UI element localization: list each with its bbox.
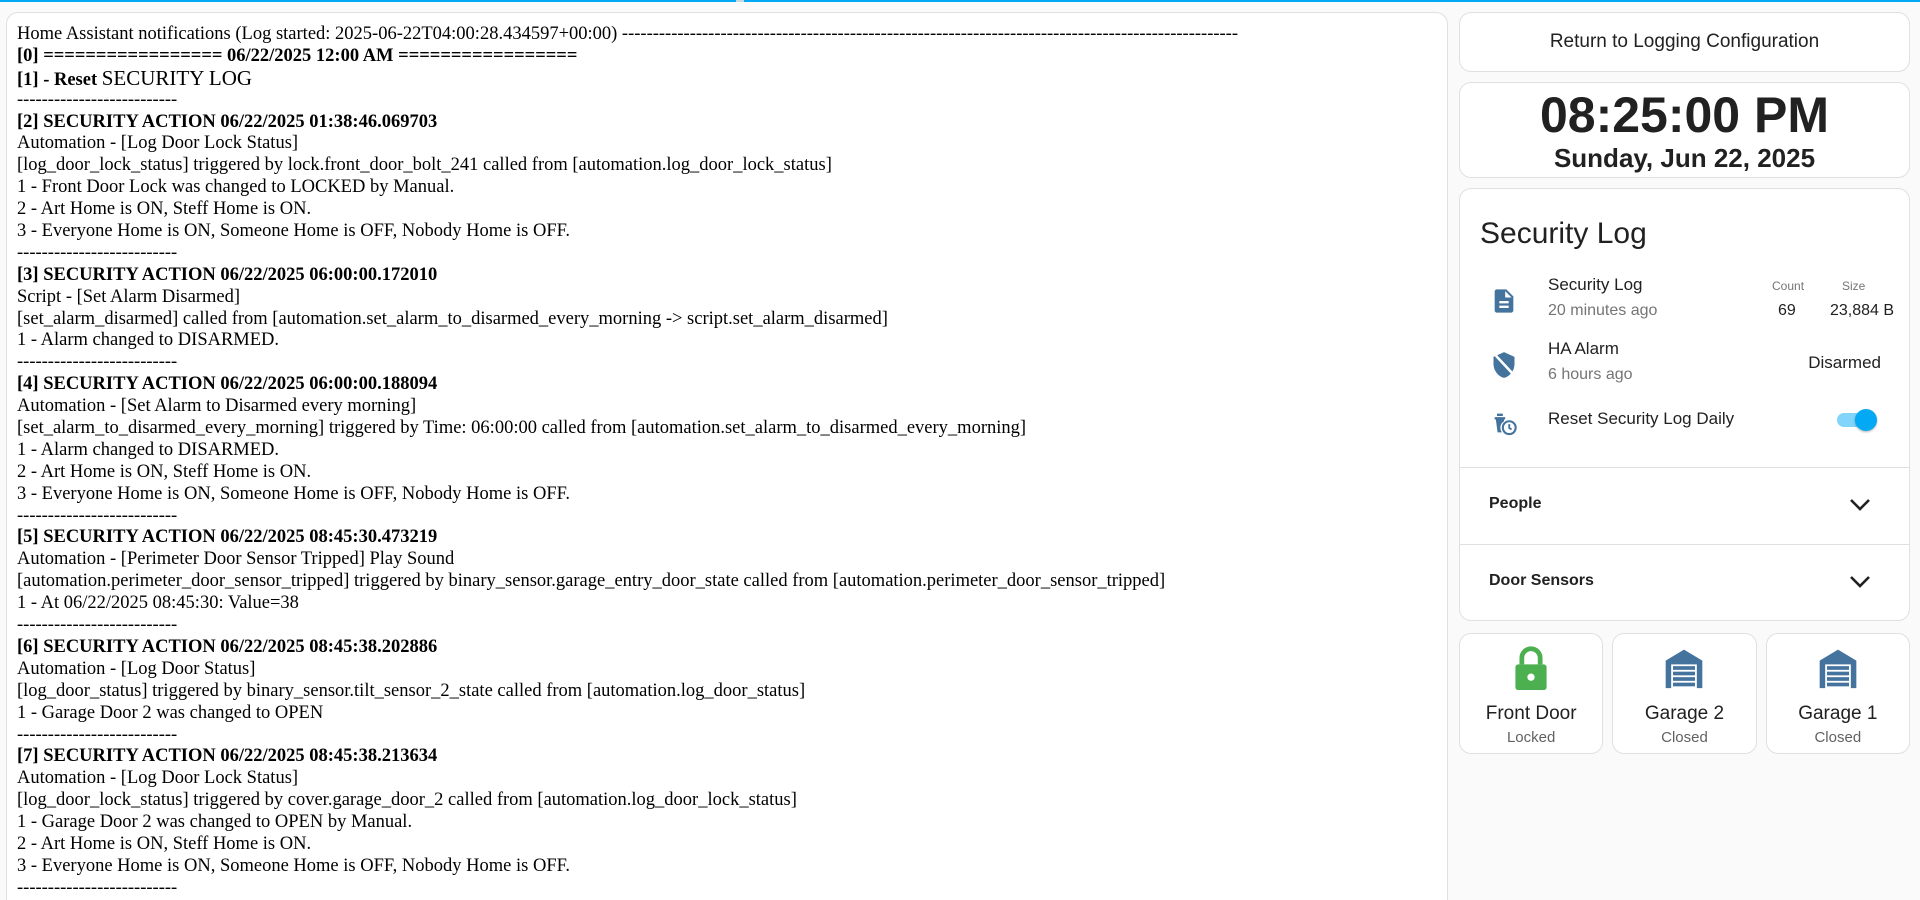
log-line: [4] SECURITY ACTION 06/22/2025 06:00:00.188094: [17, 374, 438, 395]
log-line: [log_door_lock_status] triggered by lock.front_door_bolt_241 called from [automation.log_door_lock_status]: [17, 155, 832, 176]
log-line: 1 - Front Door Lock was changed to LOCKED by Manual.: [17, 177, 455, 198]
log-line: 3 - Everyone Home is ON, Someone Home is OFF, Nobody Home is OFF.: [17, 221, 571, 242]
entity-name: Reset Security Log Daily: [1548, 409, 1735, 428]
entity-row-ha-alarm[interactable]: [1460, 339, 1909, 389]
lock-icon: [1509, 644, 1553, 692]
entity-row-reset-daily: [1460, 405, 1909, 437]
tile-state: Closed: [1661, 729, 1708, 746]
count-header: Count: [1772, 279, 1805, 293]
tile-name: Garage 2: [1644, 703, 1725, 724]
log-line: [6] SECURITY ACTION 06/22/2025 08:45:38.202886: [17, 636, 438, 657]
entity-last-changed: 6 hours ago: [1548, 366, 1633, 383]
log-line: [2] SECURITY ACTION 06/22/2025 01:38:46.069703: [17, 111, 438, 132]
tile-state: Closed: [1814, 729, 1862, 746]
entity-name: Security Log: [1548, 275, 1643, 294]
log-line: 1 - Alarm changed to DISARMED.: [17, 330, 280, 351]
entity-name: HA Alarm: [1548, 339, 1619, 358]
log-line: [17, 65, 1437, 90]
expander-people[interactable]: [1460, 468, 1909, 544]
count-value: 69: [1778, 302, 1796, 319]
log-line: 3 - Everyone Home is ON, Someone Home is OFF, Nobody Home is OFF.: [17, 483, 571, 504]
log-line: Automation - [Log Door Lock Status]: [17, 133, 299, 154]
expander-label: Door Sensors: [1489, 572, 1594, 589]
log-line: Automation - [Log Door Status]: [17, 658, 256, 679]
log-line: 2 - Art Home is ON, Steff Home is ON.: [17, 199, 312, 220]
shield-off-icon: [1490, 349, 1518, 381]
entity-row-security-log[interactable]: [1460, 275, 1909, 325]
log-line: 1 - Garage Door 2 was changed to OPEN: [17, 702, 324, 723]
log-line: Automation - [Log Door Lock Status]: [17, 768, 299, 789]
log-line: Automation - [Perimeter Door Sensor Tripped] Play Sound: [17, 549, 455, 570]
garage-icon: [1816, 644, 1860, 692]
expander-label: People: [1489, 495, 1542, 512]
clock-date: Sunday, Jun 22, 2025: [1553, 143, 1816, 173]
log-line: 2 - Art Home is ON, Steff Home is ON.: [17, 833, 312, 854]
log-line: 3 - Everyone Home is ON, Someone Home is OFF, Nobody Home is OFF.: [17, 855, 571, 876]
expander-door-sensors[interactable]: [1460, 545, 1909, 621]
reset-daily-toggle[interactable]: [1835, 408, 1879, 432]
tile-name: Front Door: [1485, 703, 1577, 724]
top-accent-bar: [0, 0, 1920, 2]
entity-last-changed: 20 minutes ago: [1548, 302, 1658, 319]
clock-time: 08:25:00 PM: [1539, 87, 1830, 143]
log-line: --------------------------: [17, 89, 178, 110]
clock-card: [1459, 82, 1910, 178]
log-line: --------------------------: [17, 724, 178, 745]
tile-row: [1459, 633, 1910, 754]
log-line: --------------------------: [17, 242, 178, 263]
log-line: 1 - At 06/22/2025 08:45:30: Value=38: [17, 593, 299, 614]
log-line-title: SECURITY LOG: [101, 65, 253, 90]
log-line: 1 - Garage Door 2 was changed to OPEN by Manual.: [17, 812, 413, 833]
log-line: [0] ================= 06/22/2025 12:00 AM =================: [17, 45, 578, 66]
tile-front-door[interactable]: [1459, 633, 1603, 754]
tile-name: Garage 1: [1798, 703, 1878, 724]
tile-garage-1[interactable]: [1766, 633, 1910, 754]
log-line: --------------------------: [17, 877, 178, 898]
log-line: Automation - [Set Alarm to Disarmed every morning]: [17, 396, 417, 417]
security-log-card: [1459, 188, 1910, 621]
log-line: --------------------------: [17, 505, 178, 526]
log-line: [set_alarm_disarmed] called from [automation.set_alarm_to_disarmed_every_morning -> script.set_alarm_disarmed]: [17, 308, 888, 329]
card-title: Security Log: [1480, 217, 1647, 250]
log-line: [automation.perimeter_door_sensor_tripped] triggered by binary_sensor.garage_entry_door_state called from [automation.perimeter_door_sensor_tripped]: [17, 571, 1166, 592]
size-value: 23,884 B: [1830, 302, 1895, 319]
chevron-down-icon: [1849, 498, 1871, 512]
log-line: [log_door_status] triggered by binary_sensor.tilt_sensor_2_state called from [automation.log_door_status]: [17, 680, 806, 701]
log-line: [5] SECURITY ACTION 06/22/2025 08:45:30.473219: [17, 527, 438, 548]
log-content: [7, 13, 1447, 900]
log-line: 2 - Art Home is ON, Steff Home is ON.: [17, 461, 312, 482]
log-line: --------------------------: [17, 352, 178, 373]
return-button-label: Return to Logging Configuration: [1549, 31, 1820, 52]
log-line: Script - [Set Alarm Disarmed]: [17, 286, 240, 307]
tile-garage-2[interactable]: [1612, 633, 1756, 754]
log-line: [7] SECURITY ACTION 06/22/2025 08:45:38.213634: [17, 746, 438, 767]
garage-icon: [1662, 644, 1706, 692]
log-line: --------------------------: [17, 615, 178, 636]
return-to-logging-button[interactable]: [1459, 12, 1910, 72]
tile-state: Locked: [1506, 729, 1556, 746]
file-document-icon: [1490, 285, 1518, 317]
size-header: Size: [1842, 279, 1866, 293]
log-line: Home Assistant notifications (Log started: 2025-06-22T04:00:28.434597+00:00) ----------------------------------------------------------------------------------------------------: [17, 24, 1238, 44]
toggle-knob: [1855, 409, 1877, 431]
right-column: [1459, 12, 1910, 754]
log-line: [log_door_lock_status] triggered by cover.garage_door_2 called from [automation.log_door_lock_status]: [17, 790, 797, 811]
delete-clock-icon: [1490, 407, 1518, 439]
log-line: [set_alarm_to_disarmed_every_morning] triggered by Time: 06:00:00 called from [automation.set_alarm_to_disarmed_every_morning]: [17, 418, 1027, 439]
log-line-prefix: [1] - Reset: [17, 69, 102, 90]
chevron-down-icon: [1849, 575, 1871, 589]
log-line: 1 - Alarm changed to DISARMED.: [17, 439, 280, 460]
alarm-state: Disarmed: [1808, 353, 1881, 372]
log-line: [3] SECURITY ACTION 06/22/2025 06:00:00.172010: [17, 264, 438, 285]
log-panel: [6, 12, 1448, 900]
